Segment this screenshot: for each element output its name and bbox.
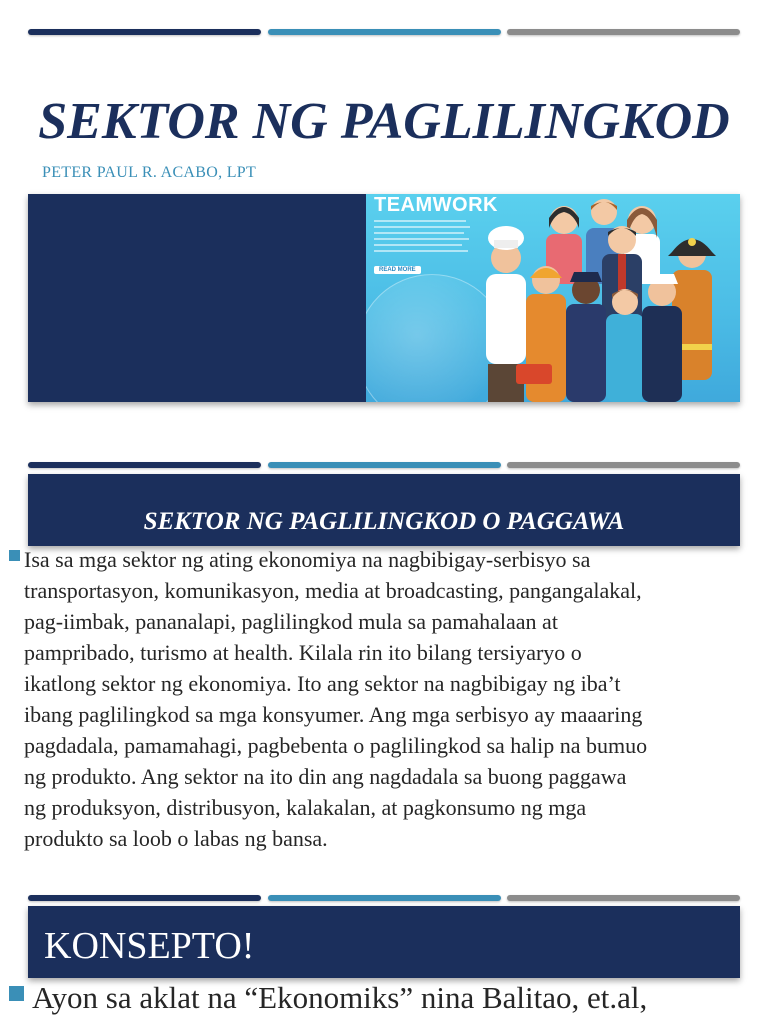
- read-more-button: READ MORE: [374, 266, 421, 274]
- accent-bar-blue: [268, 29, 501, 35]
- teamwork-illustration: [366, 194, 740, 402]
- body-first-line: Ayon sa aklat na “Ekonomiks” nina Balitao, et.al,: [32, 980, 648, 1015]
- hero-navy-panel: [28, 194, 366, 402]
- accent-bar-gray: [507, 29, 740, 35]
- workers-group-icon: [476, 194, 740, 402]
- accent-bar-gray: [507, 895, 740, 901]
- body-paragraph: [24, 544, 760, 854]
- bullet-square-icon: [9, 550, 20, 561]
- paragraph-line: ikatlong sektor ng ekonomiya. Ito ang sektor na nagbibigay ng iba’t: [24, 671, 621, 696]
- accent-bar-navy: [28, 29, 261, 35]
- placeholder-text-line: [374, 238, 469, 240]
- police-officer-figure: [566, 272, 606, 402]
- section-header-box: [28, 906, 740, 978]
- accent-bar-gray: [507, 462, 740, 468]
- slide-title: SEKTOR NG PAGLILINGKOD: [38, 93, 730, 150]
- bullet-square-icon: [9, 986, 24, 1001]
- placeholder-text-line: [374, 232, 464, 234]
- paragraph-line: ng produksyon, distribusyon, kalakalan, at pagkonsumo ng mga: [24, 795, 587, 820]
- paragraph-line: ibang paglilingkod sa mga konsyumer. Ang mga serbisyo ay maaaring: [24, 702, 643, 727]
- accent-bar-navy: [28, 895, 261, 901]
- paragraph-line: pag-iimbak, pananalapi, paglilingkod mula sa pamahalaan at: [24, 609, 558, 634]
- placeholder-text-line: [374, 250, 468, 252]
- section-heading: SEKTOR NG PAGLILINGKOD O PAGGAWA: [143, 508, 625, 535]
- placeholder-text-line: [374, 220, 466, 222]
- author-name: PETER PAUL R. ACABO, LPT: [42, 164, 257, 181]
- hero-banner: [28, 194, 740, 402]
- accent-bar-blue: [268, 895, 501, 901]
- paragraph-line: transportasyon, komunikasyon, media at broadcasting, pangangalakal,: [24, 578, 642, 603]
- paragraph-line: ng produkto. Ang sektor na ito din ang nagdadala sa buong paggawa: [24, 764, 627, 789]
- section-header-box: [28, 474, 740, 546]
- accent-bar-blue: [268, 462, 501, 468]
- paragraph-line: produkto sa loob o labas ng bansa.: [24, 826, 328, 851]
- paragraph-line: Isa sa mga sektor ng ating ekonomiya na nagbibigay-serbisyo sa: [24, 547, 591, 572]
- teamwork-heading: TEAMWORK: [374, 194, 498, 216]
- paragraph-line: pagdadala, pamamahagi, pagbebenta o paglilingkod sa halip na bumuo: [24, 733, 648, 758]
- placeholder-text-line: [374, 226, 470, 228]
- paragraph-line: pampribado, turismo at health. Kilala rin ito bilang tersiyaryo o: [24, 640, 582, 665]
- section-heading: KONSEPTO!: [44, 925, 255, 967]
- placeholder-text-line: [374, 244, 462, 246]
- accent-bar-navy: [28, 462, 261, 468]
